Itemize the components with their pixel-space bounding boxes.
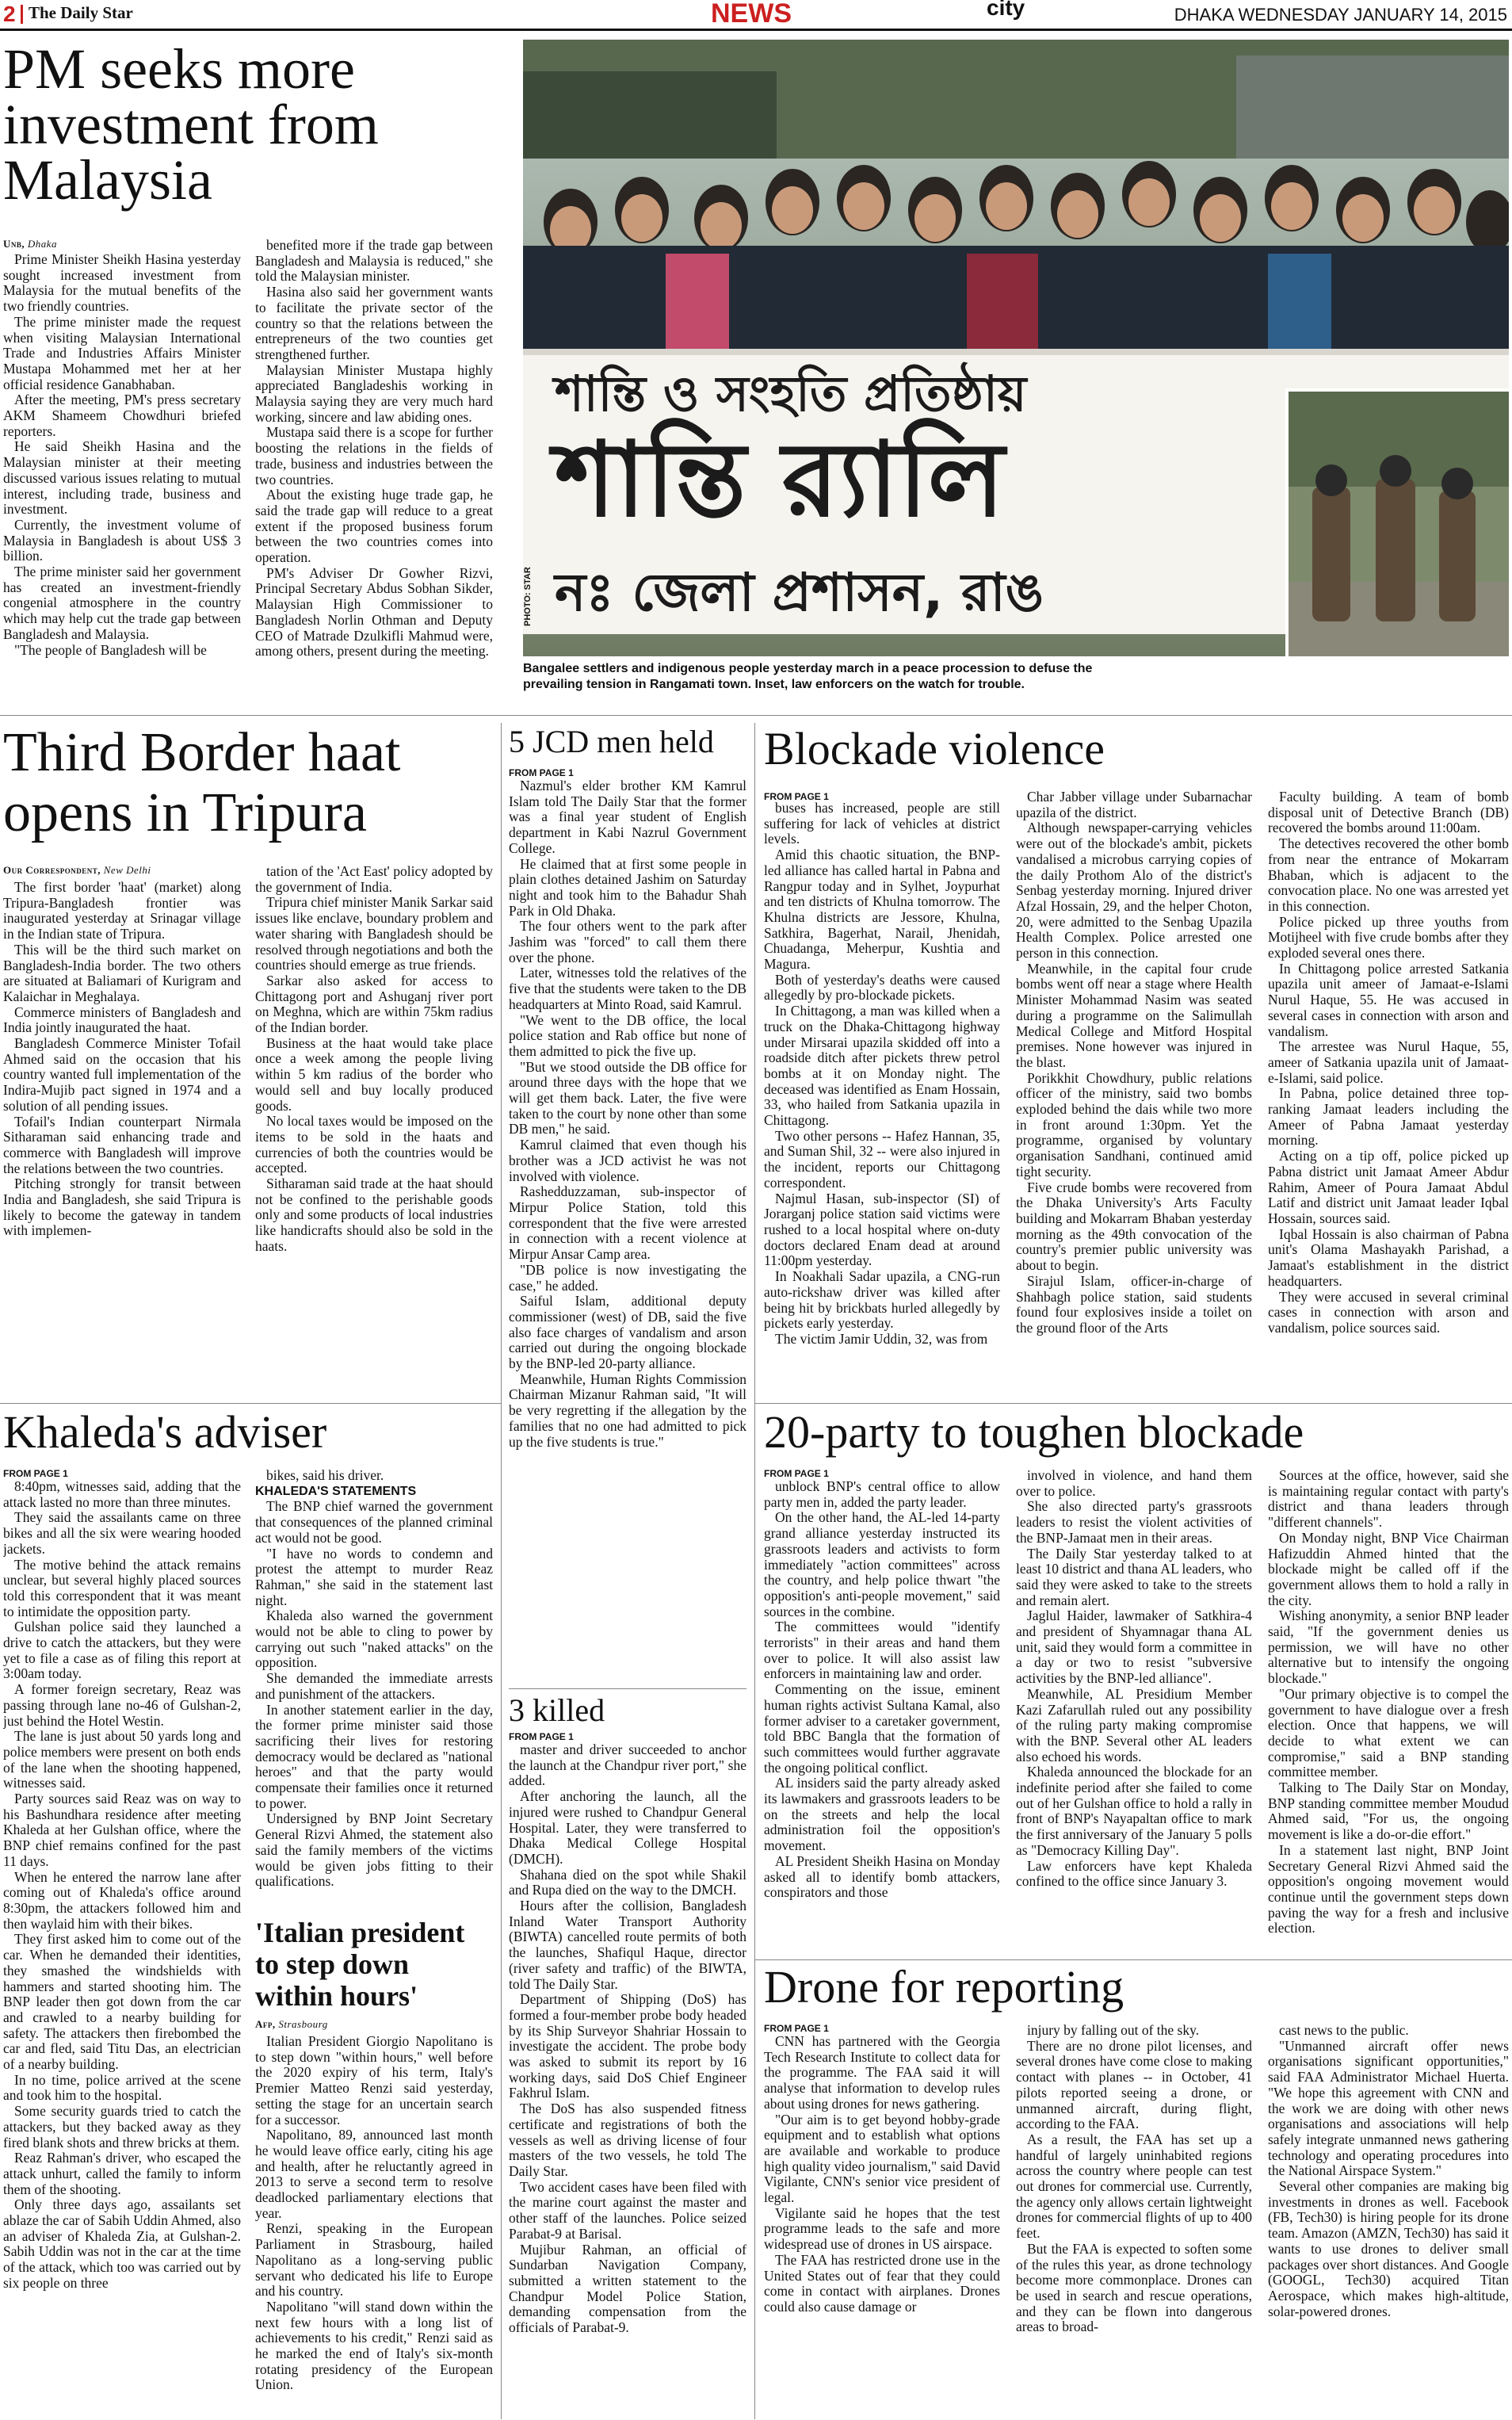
paragraph: The motive behind the attack remains unclear, but several highly placed sources told this correspondent that it was meant to intimidate the opposition party. — [3, 1556, 241, 1619]
paragraph: In Chittagong police arrested Satkania upazila unit ameer of Jamaat-e-Islami Nurul Haque, 55. He was accused in several cases in connection with arson and vandalism. — [1268, 960, 1509, 1039]
paragraph: Only three days ago, assailants set ablaze the car of Sabih Uddin Ahmed, also an adviser of Khaleda Zia, at Gulshan-2. Sabih Uddin was not in the car at the time of the attack, which too was carried out by six people on three — [3, 2196, 241, 2291]
paragraph: Vigilante said he hopes that the test programme leads to the safe and more widespread use of drones in US airspace. — [764, 2204, 1000, 2253]
a1-byline-agency: Unb, — [3, 238, 25, 250]
a2-byline — [3, 864, 151, 877]
paragraph: tation of the 'Act East' policy adopted by the government of India. — [255, 864, 493, 895]
paragraph: Meanwhile, AL Presidium Member Kazi Zafarullah ruled out any possibility of the ruling party making compromise with the BNP. Several other AL leaders also echoed his words. — [1016, 1685, 1252, 1764]
paragraph: As a result, the FAA has set up a handful of largely uninhabited regions across the country where people can test out drones for commercial use. Currently, the agency only allows certain lightweight drones for commercial flights of up to 400 feet. — [1016, 2131, 1252, 2242]
paragraph: The committees would "identify terrorists" in their areas and hand them over to police. It will also assist law enforcers in maintaining law and order. — [764, 1619, 1000, 1682]
a1-body-col1 — [3, 252, 241, 704]
paragraph: Iqbal Hossain is also chairman of Pabna unit's Olama Mashayakh Parishad, a Jamaat's establishment in the district headquarters. — [1268, 1225, 1509, 1289]
paragraph: Two accident cases have been filed with the marine court against the master and other staff of the launches. Police seized Parabat-9 at Barisal. — [509, 2178, 746, 2242]
paragraph: The DoS has also suspended fitness certificate and registrations of both the vessels as well as driving license of four masters of the two vessels, he told The Daily Star. — [509, 2101, 746, 2179]
paragraph: 8:40pm, witnesses said, adding that the attack lasted no more than three minutes. — [3, 1479, 241, 1510]
paragraph: They said the assailants came on three bikes and all the six were wearing hooded jackets. — [3, 1509, 241, 1557]
paragraph: The prime minister said her government has created an investment-friendly congenial atmosphere in the country which may help cut the trade gap between Bangladesh and Malaysia. — [3, 564, 241, 642]
paragraph: After the meeting, PM's press secretary AKM Shameem Chowdhuri briefed reporters. — [3, 392, 241, 439]
mid-section-rule-right — [754, 1403, 1512, 1404]
a5-body-col1 — [3, 1479, 241, 2419]
paragraph: Pitching strongly for transit between India and Bangladesh, she said Tripura is likely to become the gateway in tandem with implemen- — [3, 1176, 241, 1239]
paragraph: The BNP chief warned the government that consequences of the planned criminal act would not be good. — [255, 1498, 493, 1546]
paragraph: Kamrul claimed that even though his brother was a JCD activist he was not involved with violence. — [509, 1137, 746, 1184]
a6-byline-agency: Afp, — [255, 2018, 276, 2030]
paragraph: "Our primary objective is to compel the government to have dialogue over a fresh election. Once that happens, we will decide to what extent we can compromise," said a BNP standing committee member. — [1268, 1685, 1509, 1780]
a9-headline: Drone for reporting — [764, 1961, 1124, 2013]
paragraph: Party sources said Reaz was on way to his Bashundhara residence after meeting Khaleda at her Gulshan office, where the BNP chief remains confined for the past 11 days. — [3, 1791, 241, 1869]
paragraph: Jaglul Haider, lawmaker of Satkhira-4 and president of Shyamnagar thana AL unit, said they would form a committee in a day or two to resist "subversive activities by the BNP-led alliance". — [1016, 1608, 1252, 1687]
paragraph: She also directed party's grassroots leaders to resist the violent activities of the BNP-Jamaat men in their areas. — [1016, 1498, 1252, 1546]
paragraph: bikes, said his driver. — [266, 1468, 384, 1483]
paragraph: cast news to the public. — [1279, 2023, 1409, 2038]
paragraph: Malaysian Minister Mustapa highly appreciated Bangladeshis working in Malaysia saying they are very much hard working, sincere and law abiding ones. — [255, 361, 493, 425]
a4-from-page: FROM PAGE 1 — [764, 791, 829, 802]
a8-body-col1 — [764, 1479, 1000, 1955]
paragraph: Shahana died on the spot while Shakil and Rupa died on the way to the DMCH. — [509, 1866, 746, 1898]
paragraph: Undersigned by BNP Joint Secretary General Rizvi Ahmed, the statement also said the family members of the victims would be given jobs fitting to their qualifications. — [255, 1810, 493, 1890]
paragraph: Law enforcers have kept Khaleda confined to the office since January 3. — [1016, 1857, 1252, 1890]
paragraph: Bangladesh Commerce Minister Tofail Ahmed said on the occasion that his country wanted full implementation of the Indira-Mujib pact signed in 1974 and a solution of all pending issues. — [3, 1035, 241, 1114]
paragraph: Sitharaman said trade at the haat should not be confined to the perishable goods only and some products of local industries like handicrafts should also be sold in the haats. — [255, 1176, 493, 1254]
a5-headline: Khaleda's adviser — [3, 1406, 327, 1458]
a4-body-col1 — [764, 801, 1000, 1395]
paragraph: The first border 'haat' (market) along Tripura-Bangladesh frontier was inaugurated yesterday at Srinagar village in the Indian state of Tripura. — [3, 880, 241, 942]
paragraph: buses has increased, people are still suffering for lack of vehicles at district levels. — [764, 801, 1000, 847]
banner-text-line1: শান্তি ও সংহতি প্রতিষ্ঠায় — [555, 365, 1027, 422]
paragraph: Five crude bombs were recovered from the Dhaka University's Arts Faculty building and Mokarram Bhaban yesterday morning as the 49th convocation of the country's premier public university was about to begin. — [1016, 1179, 1252, 1274]
paragraph: Hours after the collision, Bangladesh Inland Water Transport Authority (BIWTA) cancelled route permits of both the launches, Shafiqul Haque, director (river safety and traffic) of the BIWTA, told The Daily Star. — [509, 1898, 746, 1992]
paragraph: Two other persons -- Hafez Hannan, 35, and Suman Shil, 32 -- were also injured in the incident, reports our Chittagong correspondent. — [764, 1127, 1000, 1191]
paragraph: No local taxes would be imposed on the items to be sold in the haats and currencies of both the countries would be accepted. — [255, 1113, 493, 1176]
paragraph: The victim Jamir Uddin, 32, was from — [775, 1330, 988, 1347]
paragraph: Tripura chief minister Manik Sarkar said issues like enclave, boundary problem and water sharing with Bangladesh should be resolved through negotiations and both the countries should emerge as true friends. — [255, 894, 493, 973]
paragraph: Char Jabber village under Subarnachar upazila of the district. — [1016, 789, 1252, 820]
paragraph: "The people of Bangladesh will be — [14, 641, 207, 658]
paragraph: In another statement earlier in the day, the former prime minister said those sacrificing their lives for restoring democracy would be declared as "national heroes" and that the party would compensate their families once it returned to power. — [255, 1701, 493, 1811]
paragraph: "DB police is now investigating the case," he added. — [509, 1261, 746, 1294]
paragraph: Mujibur Rahman, an official of Sundarban Navigation Company, submitted a written statement to the Chandpur Model Police Station, demanding compensation from the officials of Parabat-9. — [509, 2241, 746, 2336]
paragraph: Rashedduzzaman, sub-inspector of Mirpur Police Station, told this correspondent that the five were arrested in connection with a recent violence at Mirpur Ansar Camp area. — [509, 1183, 746, 1263]
a2-headline: Third Border haat opens in Tripura — [3, 722, 401, 843]
paragraph: Commenting on the issue, eminent human rights activist Sultana Kamal, also former adviser to a caretaker government, told BBC Bangla that the formation of such committees would further aggravate the ongoing political conflict. — [764, 1681, 1000, 1776]
paragraph: AL President Sheikh Hasina on Monday asked all to identify bomb attackers, conspirators and those — [764, 1852, 1000, 1901]
a2-byline-agency: Our Correspondent, — [3, 864, 101, 876]
paragraph: Sirajul Islam, officer-in-charge of Shahbagh police station, said students found four explosives inside a toilet on the ground floor of the Arts — [1016, 1272, 1252, 1336]
paragraph: On Monday night, BNP Vice Chairman Hafizuddin Ahmed hinted that the blockade might be called off if the government allows them to hold a rally in the city. — [1268, 1529, 1509, 1608]
a2-byline-place: New Delhi — [103, 864, 151, 876]
paragraph: They were accused in several criminal cases in connection with arson and vandalism, police sources said. — [1268, 1288, 1509, 1336]
a6-body — [255, 2034, 493, 2419]
paragraph: He said Sheikh Hasina and the Malaysian minister at their meeting discussed various issues relating to mutual interest, including trade, business and investment. — [3, 438, 241, 518]
paragraph: Prime Minister Sheikh Hasina yesterday sought increased investment from Malaysia for the mutual benefits of the two friendly countries. — [3, 252, 241, 315]
paragraph: After anchoring the launch, all the injured were rushed to Chandpur General Hospital. Later, they were transferred to Dhaka Medical College Hospital (DMCH). — [509, 1788, 746, 1867]
paragraph: "We went to the DB office, the local police station and Rab office but none of them admitted to pick the five up. — [509, 1011, 746, 1059]
paragraph: "But we stood outside the DB office for around three days with the hope that we will get them back. Later, the five were taken to the court by none other than some DB men," he said. — [509, 1058, 746, 1137]
a4-headline: Blockade violence — [764, 723, 1105, 774]
paragraph: Several other companies are making big investments in drones as well. Facebook (FB, Tech30) is hiring people for its drone team. Amazon (AMZN, Tech30) has said it wants to use drones to deliver small packages over short distances. And Google (GOOGL, Tech30) acquired Titan Aerospace, which makes high-altitude, solar-powered drones. — [1268, 2178, 1509, 2319]
paragraph: Talking to The Daily Star on Monday, BNP standing committee member Moudud Ahmed said, "For us, the ongoing movement is like a do-or-die effort." — [1268, 1780, 1509, 1843]
rally-photo — [523, 40, 1509, 656]
paragraph: Renzi, speaking in the European Parliament in Strasbourg, hailed Napolitano as a long-serving public servant who dedicated his life to Europe and his country. — [255, 2220, 493, 2300]
paragraph: Currently, the investment volume of Malaysia in Bangladesh is about US$ 3 billion. — [3, 516, 241, 564]
a9-body-col2 — [1016, 2023, 1252, 2419]
paragraph: "Our aim is to get beyond hobby-grade equipment and to establish what options are available and workable to produce high quality video journalism," said David Vigilante, CNN's senior vice president of legal. — [764, 2111, 1000, 2206]
paragraph: In Chittagong, a man was killed when a truck on the Dhaka-Chittagong highway under Mirsarai upazila skidded off into a roadside ditch after pickets threw petrol bombs at it on Monday night. The deceased was identified as Enam Hossain, 33, who hailed from Satkania upazila in Chittagong. — [764, 1003, 1000, 1129]
paragraph: The FAA has restricted drone use in the United States out of fear that they could come in contact with airplanes. Drones could also cause damage or — [764, 2251, 1000, 2315]
paragraph: Although newspaper-carrying vehicles were out of the blockade's ambit, pickets vandalised a microbus carrying copies of the daily Prothom Alo of the district's Senbag yesterday morning. Injured driver Afzal Hossain, 29, and the helper Choton, 20, were admitted to the Senbag Upazila Health Complex. Police arrested one person in this connection. — [1016, 820, 1252, 962]
a6-headline: 'Italian president to step down within hours' — [255, 1917, 465, 2012]
a8-headline: 20-party to toughen blockade — [764, 1406, 1304, 1458]
paragraph: involved in violence, and hand them over to police. — [1016, 1468, 1252, 1499]
paragraph: In a statement last night, BNP Joint Secretary General Rizvi Ahmed said the opposition's ongoing movement would continue until the government steps down paving the way for a fresh and inclusive election. — [1268, 1841, 1509, 1936]
banner-text-line3: নঃ জেলা প্রশাসন, রাঙ — [555, 562, 1044, 623]
a1-byline — [3, 238, 57, 250]
a7-headline: 3 killed — [509, 1692, 605, 1728]
a6-byline-place: Strasbourg — [278, 2018, 328, 2030]
paragraph: Mustapa said there is a scope for further boosting the relations in the fields of trade, business and industries between the two countries. — [255, 424, 493, 487]
inset-photo — [1285, 388, 1509, 656]
paragraph: "I have no words to condemn and protest the attempt to murder Reaz Rahman," she said in the statement last night. — [255, 1545, 493, 1608]
a3-from-page: FROM PAGE 1 — [509, 767, 574, 778]
section-label: NEWS — [711, 0, 792, 29]
paragraph: Amid this chaotic situation, the BNP-led alliance has called hartal in Pabna and Rangpur today and in Sylhet, Joypurhat and ten districts of Khulna tomorrow. The Khulna districts are Jessore, Khulna, Satkhira, Bagerhat, Narail, Jhenidah, Chuadanga, Meherpur, Kushtia and Magura. — [764, 847, 1000, 973]
a7-body — [509, 1742, 746, 2419]
a9-from-page: FROM PAGE 1 — [764, 2023, 829, 2034]
a7-from-page: FROM PAGE 1 — [509, 1731, 574, 1742]
paragraph: Meanwhile, in the capital four crude bombs went off near a stage where Health Minister Mohammad Nasim was seated during a programme on the Salimullah Medical College and Mitford Hospital premises. None however was injured in the blast. — [1016, 960, 1252, 1070]
paragraph: Acting on a tip off, police picked up Pabna district unit Jamaat Ameer Abdur Rahim, Ameer of Poura Jamaat Abdul Latif and district unit Jamaat leader Iqbal Hossain, sources said. — [1268, 1148, 1509, 1226]
paragraph: master and driver succeeded to anchor the launch at the Chandpur river port," she added. — [509, 1742, 746, 1789]
paragraph: Faculty building. A team of bomb disposal unit of Detective Branch (DB) recovered the bombs around 11:00am. — [1268, 789, 1509, 836]
paragraph: This will be the third such market on Bangladesh-India border. The two others are situated at Baliamari of Kurigram and Kalaichar in Meghalaya. — [3, 941, 241, 1004]
paragraph: unblock BNP's central office to allow party men in, added the party leader. — [764, 1479, 1000, 1510]
paragraph: Khaleda announced the blockade for an indefinite period after she failed to come out of her Gulshan office to hold a rally in front of BNP's Nayapaltan office to mark the first anniversary of the January 5 polls as "Democracy Killing Day". — [1016, 1764, 1252, 1858]
paragraph: Police picked up three youths from Motijheel with five crude bombs after they exploded several ones there. — [1268, 913, 1509, 962]
paragraph: CNN has partnered with the Georgia Tech Research Institute to collect data for the programme. The FAA said it will analyse that information to develop rules about using drones for news gathering. — [764, 2034, 1000, 2112]
paragraph: Najmul Hasan, sub-inspector (SI) of Jorarganj police station said victims were rushed to a local hospital where on-duty doctors declared Enam dead at around 11:00pm yesterday. — [764, 1190, 1000, 1269]
rule-left-mid — [501, 723, 502, 2419]
a4-body-col3 — [1268, 789, 1509, 1395]
paragraph: Business at the haat would take place once a week among the people living within 5 km radius of the border who would sell and buy locally produced goods. — [255, 1034, 493, 1114]
paragraph: The lane is just about 50 yards long and police members were present on both ends of the lane when the shooting happened, witnesses said. — [3, 1728, 241, 1791]
paragraph: Some security guards tried to catch the attackers, but they backed away as they fired blank shots and threw bricks at them. — [3, 2103, 241, 2150]
paragraph: Sources at the office, however, said she is maintaining regular contact with party's district and thana leaders through "different channels". — [1268, 1468, 1509, 1531]
paragraph: In Noakhali Sadar upazila, a CNG-run auto-rickshaw driver was killed after being hit by brickbats hurled allegedly by pickets early yesterday. — [764, 1268, 1000, 1332]
paragraph: Porikkhit Chowdhury, public relations officer of the ministry, said two bombs exploded behind the dais while two more in front around 1:30pm. Yet the programme, organised by voluntary organisation Sandhani, continued amid tight security. — [1016, 1069, 1252, 1179]
subsection-label: city — [987, 0, 1025, 20]
drone-top-rule — [754, 1959, 1512, 1960]
masthead-divider — [21, 5, 23, 24]
paper-name-logo: The Daily Star — [29, 3, 133, 22]
paragraph: PM's Adviser Dr Gowher Rizvi, Principal Secretary Abdus Sobhan Sikder, Malaysian High Commissioner to Bangladesh Norlin Othman and Deputy CEO of Matrade Dzulkifli Mahmud were, among others, present during the meeting. — [255, 564, 493, 659]
page-number: 2 — [3, 2, 16, 26]
paragraph: Department of Shipping (DoS) has formed a four-member probe body headed by its Ship Surveyor Shahriar Hossain to investigate the accident. The probe body was asked to submit its report by 16 working days, said DoS Chief Engineer Fakhrul Islam. — [509, 1991, 746, 2101]
paragraph: When he entered the narrow lane after coming out of Khaleda's office around 8:30pm, the attackers followed him and then waylaid him with their bikes. — [3, 1868, 241, 1932]
paragraph: A former foreign secretary, Reaz was passing through lane no-46 of Gulshan-2, just behind the Hotel Westin. — [3, 1681, 241, 1729]
a8-body-col3 — [1268, 1468, 1509, 1955]
paragraph: The Daily Star yesterday talked to at least 10 district and thana AL leaders, who said they were asked to take to the streets and remain alert. — [1016, 1545, 1252, 1608]
a3-headline: 5 JCD men held — [509, 724, 714, 759]
paragraph: AL insiders said the party already asked its lawmakers and grassroots leaders to be on the streets and help the local administration foil the opposition's movement. — [764, 1775, 1000, 1854]
banner-text-line2: শান্তি র‍্যালি — [555, 419, 1005, 540]
paragraph: Sarkar also asked for access to Chittagong port and Ashuganj river port on Meghna, which are within 75km radius of the Indian border. — [255, 972, 493, 1036]
a9-body-col3 — [1268, 2023, 1509, 2419]
a2-body-col2 — [255, 864, 493, 1395]
a8-body-col2 — [1016, 1468, 1252, 1955]
paragraph: KHALEDA'S STATEMENTS — [255, 1484, 417, 1498]
paragraph: Tofail's Indian counterpart Nirmala Sitharaman said enhancing trade and commerce with Bangladesh will improve the relations between the two countries. — [3, 1113, 241, 1176]
paragraph: The arrestee was Nurul Haque, 55, ameer of Satkania upazila unit of Jamaat-e-Islami, said police. — [1268, 1038, 1509, 1086]
a1-byline-place: Dhaka — [27, 238, 58, 250]
paragraph: There are no drone pilot licenses, and several drones have come close to making contact with planes -- in October, 41 pilots reported seeing a drone, or unmanned aircraft, during flight, according to the FAA. — [1016, 2037, 1252, 2132]
paragraph: Gulshan police said they launched a drive to catch the attackers, but they were yet to file a case as of filing this report at 3:00am today. — [3, 1619, 241, 1682]
rule-mid-right — [754, 723, 755, 2419]
photo-credit: PHOTO: STAR — [523, 567, 533, 626]
paragraph: Napolitano, 89, announced last month he would leave office early, citing his age and health, after he reluctantly agreed in 2013 to serve a second term to resolve deadlocked parliamentary elections that year. — [255, 2127, 493, 2221]
a1-headline: PM seeks more investment from Malaysia — [3, 37, 379, 212]
paragraph: She demanded the immediate arrests and punishment of the attackers. — [255, 1670, 493, 1702]
paragraph: Both of yesterday's deaths were caused allegedly by pro-blockade pickets. — [764, 971, 1000, 1004]
a4-body-col2 — [1016, 789, 1252, 1395]
paragraph: In Pabna, police detained three top-ranking Jamaat leaders including the Ameer of Pabna Jamaat yesterday morning. — [1268, 1085, 1509, 1149]
paragraph: Commerce ministers of Bangladesh and India jointly inaugurated the haat. — [3, 1004, 241, 1036]
top-section-rule — [0, 715, 1512, 716]
paragraph: benefited more if the trade gap between Bangladesh and Malaysia is reduced," she told the Malaysian minister. — [255, 238, 493, 285]
paragraph: The prime minister made the request when visiting Malaysian International Trade and Industries Affairs Minister Mustapa Mohammed met her at her official residence Ganabhaban. — [3, 313, 241, 392]
dateline: DHAKA WEDNESDAY JANUARY 14, 2015 — [1174, 5, 1507, 25]
a2-body-col1 — [3, 880, 241, 1395]
paragraph: Khaleda also warned the government would not be able to cling to power by carrying out such "naked attacks" on the opposition. — [255, 1608, 493, 1671]
a7-top-rule — [509, 1688, 746, 1689]
paragraph: Nazmul's elder brother KM Kamrul Islam told The Daily Star that the former was a final year student of English department in Kabi Nazrul Government College. — [509, 778, 746, 856]
a9-body-col1 — [764, 2034, 1000, 2419]
paragraph: Reaz Rahman's driver, who escaped the attack unhurt, called the family to inform them of the shooting. — [3, 2150, 241, 2197]
paragraph: They first asked him to come out of the car. When he demanded their identities, they smashed the windshields with hammers and started shooting him. The BNP leader then got down from the car and crawled to a nearby building for safety. The attackers then firebombed the car and fled, said Titu Das, an electrician of a nearby building. — [3, 1931, 241, 2073]
paragraph: Italian President Giorgio Napolitano is to step down "within hours," well before the 2020 expiry of his term, Italy's Premier Matteo Renzi said yesterday, setting the stage for an uncertain search for a successor. — [255, 2034, 493, 2128]
paragraph: Later, witnesses told the relatives of the five that the students were taken to the DB headquarters at Minto Road, said Kamrul. — [509, 965, 746, 1012]
inset-photo-illustration — [1289, 392, 1509, 656]
paragraph: The detectives recovered the other bomb from near the entrance of Mokarram Bhaban, which is adjacent to the convocation place. No one was arrested yet in this connection. — [1268, 835, 1509, 914]
a5-body-col2 — [255, 1468, 493, 1912]
paragraph: Napolitano "will stand down within the next few hours with a long list of achievements to his credit," Renzi said as he marked the end of Italy's six-month rotating presidency of the European Union. — [255, 2298, 493, 2393]
paragraph: About the existing huge trade gap, he said the trade gap will reduce to a great extent if the proposed business forum between the two countries comes into operation. — [255, 487, 493, 566]
a6-byline — [255, 2018, 328, 2031]
a3-body — [509, 778, 746, 1690]
a1-body-col2 — [255, 238, 493, 705]
paragraph: He claimed that at first some people in plain clothes detained Jashim on Saturday night and took him to the Bahadur Shah Park in Old Dhaka. — [509, 855, 746, 919]
paragraph: Meanwhile, Human Rights Commission Chairman Mizanur Rahman said, "It will be very regretting if the allegation by the families that no one had admitted to pick up the five students is true." — [509, 1371, 746, 1450]
paragraph: On the other hand, the AL-led 14-party grand alliance yesterday instructed its grassroots leaders and activists to form immediately "action committees" across the country, and help police thwart "the opposition's anti-people movement," said sources in the combine. — [764, 1509, 1000, 1619]
paragraph: Hasina also said her government wants to facilitate the private sector of the country so that the relations between the entrepreneurs of the two counties get strengthened further. — [255, 284, 493, 362]
paragraph: In no time, police arrived at the scene and took him to the hospital. — [3, 2071, 241, 2104]
paragraph: Wishing anonymity, a senior BNP leader said, "If the government denies us permission, we will have no other alternative but to intensify the ongoing blockade." — [1268, 1608, 1509, 1687]
masthead-rule — [0, 29, 1512, 31]
paragraph: Saiful Islam, additional deputy commissioner (west) of DB, said the five also face charges of vandalism and arson carried out during the ongoing blockade by the BNP-led 20-party alliance. — [509, 1293, 746, 1372]
masthead — [0, 0, 1512, 32]
paragraph: The four others went to the park after Jashim was "forced" to call them there over the phone. — [509, 918, 746, 965]
photo-caption: Bangalee settlers and indigenous people yesterday march in a peace procession to defuse the prevailing tension in Rangamati town. Inset, law enforcers on the watch for trouble. — [523, 662, 1093, 691]
a5-from-page: FROM PAGE 1 — [3, 1468, 68, 1479]
a8-from-page: FROM PAGE 1 — [764, 1468, 829, 1479]
paragraph: But the FAA is expected to soften some of the rules this year, as drone technology become more commonplace. Drones can be used in search and rescue operations, and they can be flown into dangerous areas to broad- — [1016, 2240, 1252, 2335]
paragraph: "Unmanned aircraft offer news organisations significant opportunities," said FAA Administrator Michael Huerta. "We hope this agreement with CNN and the work we are doing with other news organisations and associations will help safely integrate unmanned news gathering technology and operating procedures into the National Airspace System." — [1268, 2037, 1509, 2179]
paragraph: injury by falling out of the sky. — [1027, 2023, 1200, 2038]
mid-section-rule-left — [0, 1403, 501, 1404]
